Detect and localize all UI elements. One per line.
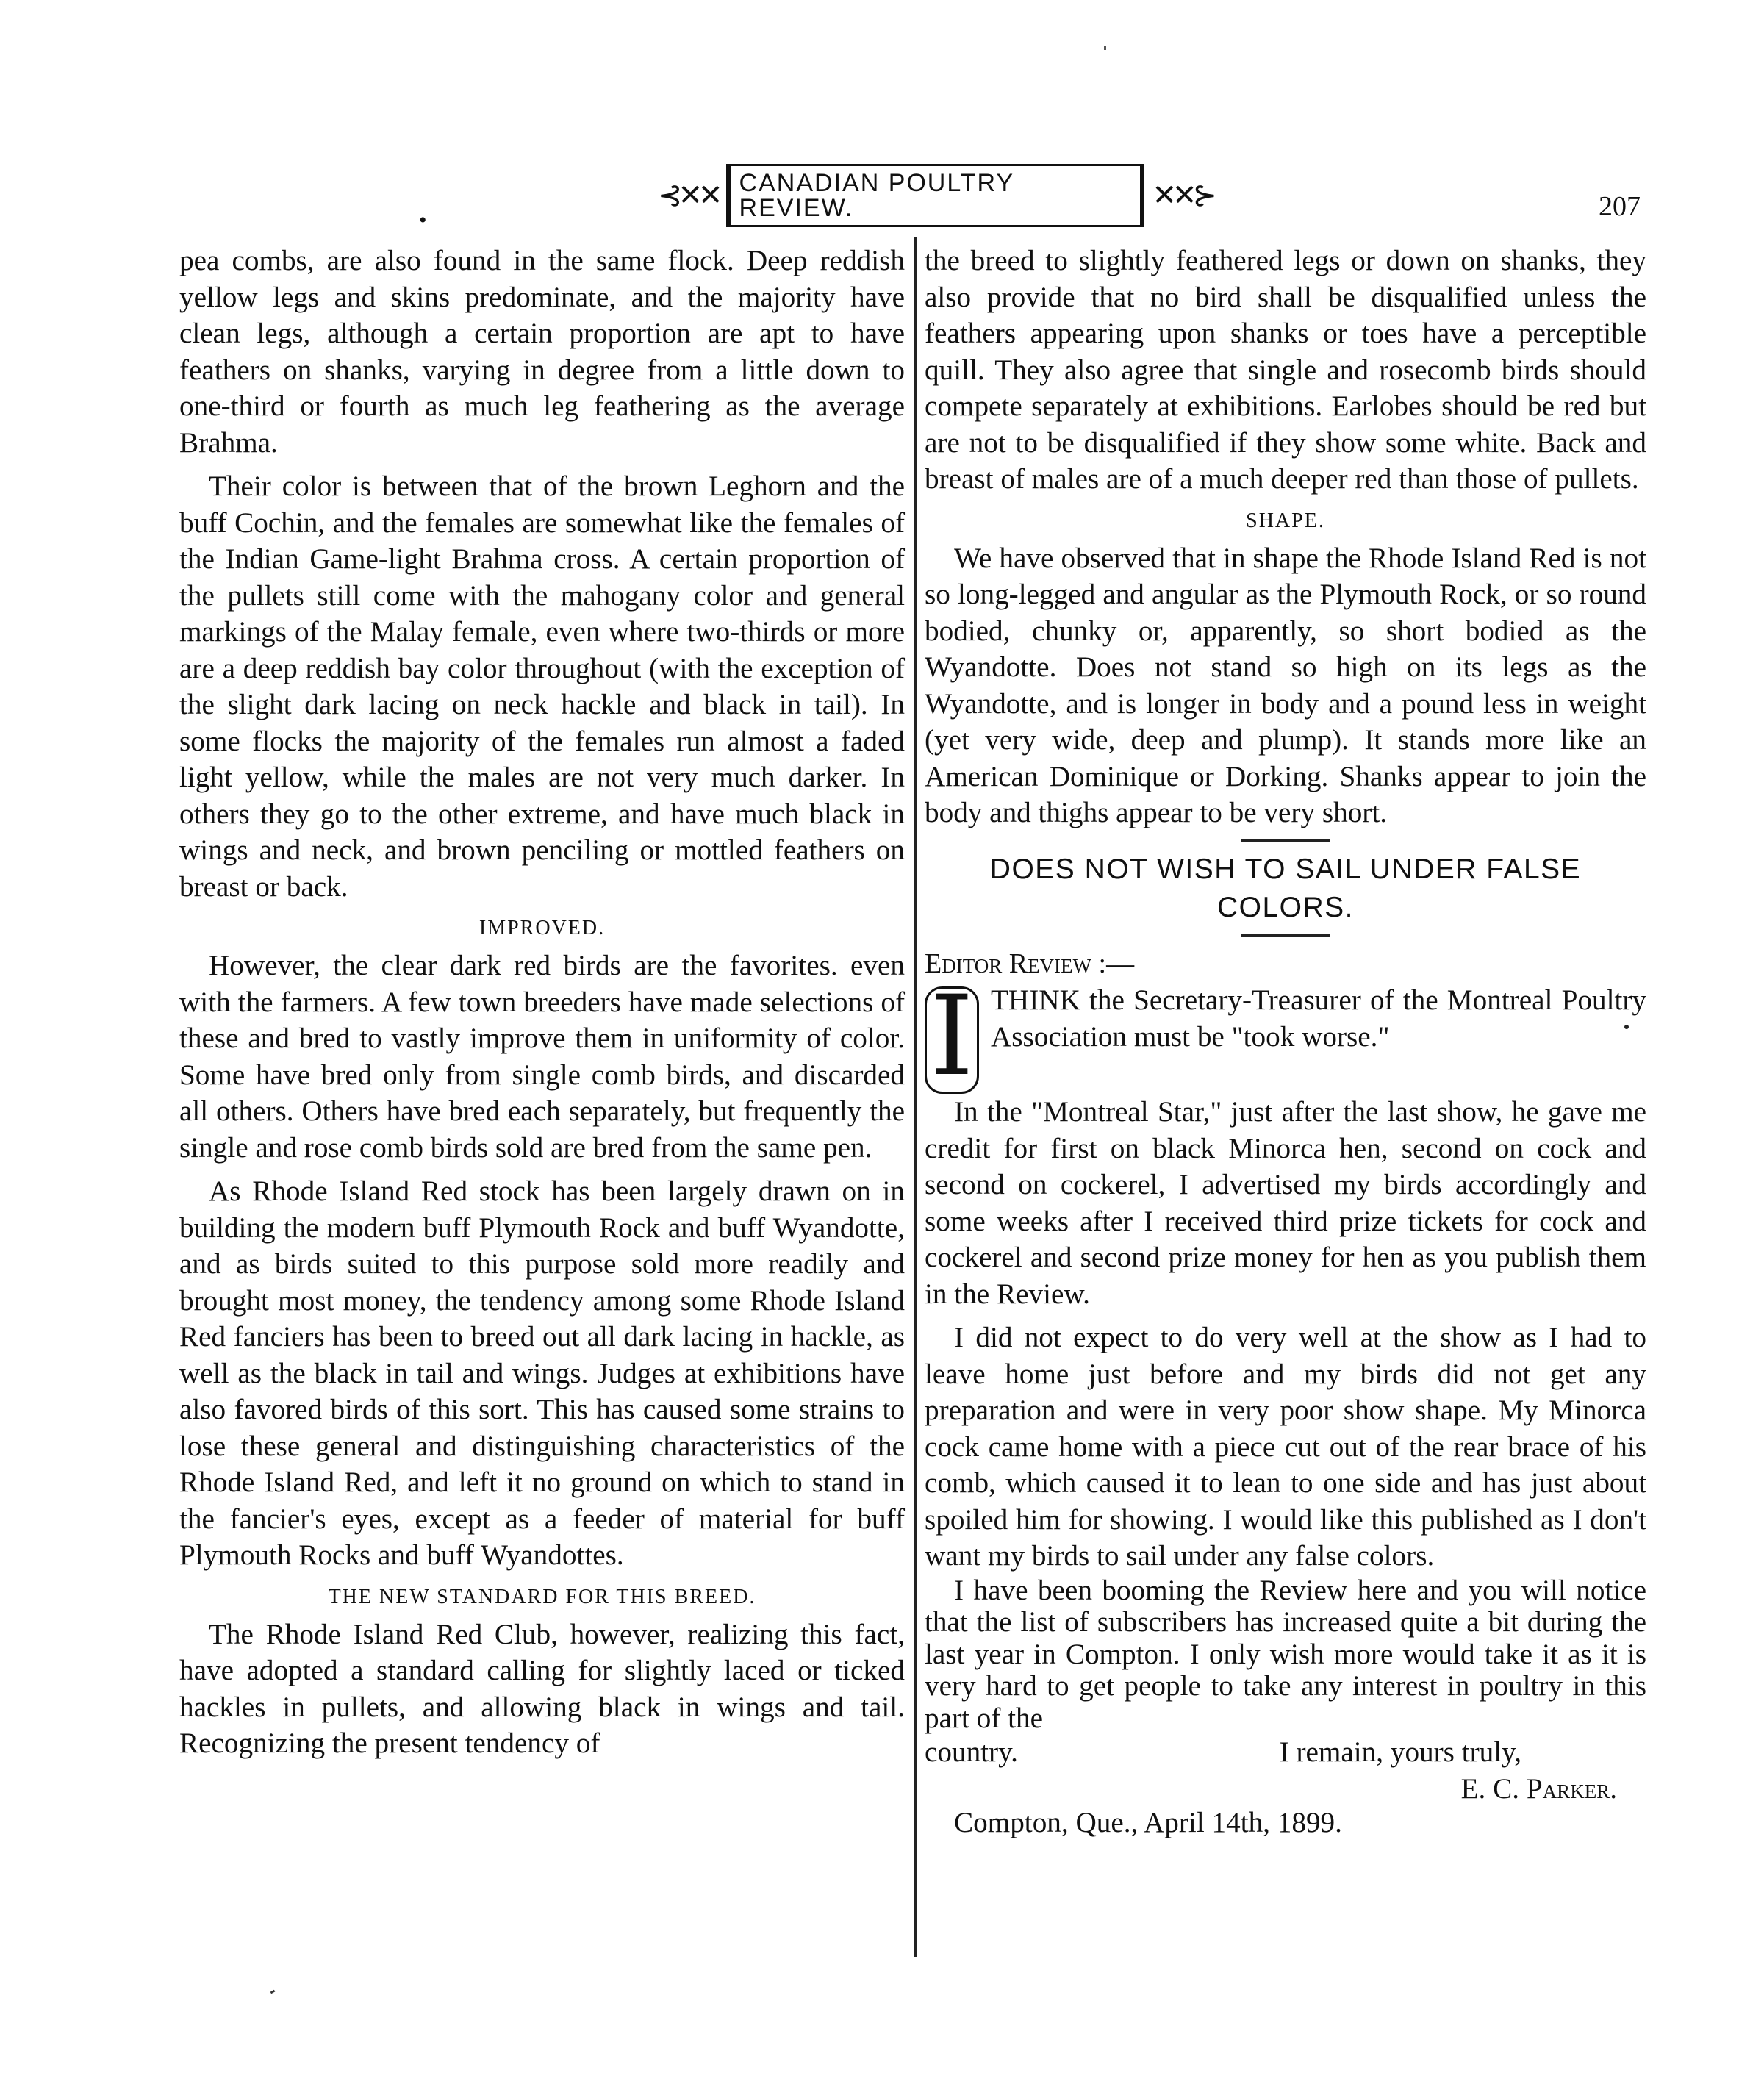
left-paragraph-1: pea combs, are also found in the same flock. Deep reddish yellow legs and skins predominate, and the majority have clean legs, although a certain proportion are apt to have feathers on shanks, varying in degree from a little down to one-third or fourth as much leg feathering as the average Brahma.	[179, 245, 905, 459]
letter-opening	[925, 973, 1646, 1100]
header-dot: •	[419, 208, 427, 232]
print-speck	[270, 1990, 276, 1994]
signature: E. C. Parker.	[1460, 1772, 1617, 1805]
masthead	[658, 169, 1213, 222]
section-rule-top	[1241, 839, 1330, 842]
closing-row	[925, 1734, 1646, 1771]
subhead-new-standard: THE NEW STANDARD FOR THIS BREED.	[328, 1585, 756, 1608]
left-column	[179, 243, 905, 1762]
letter-paragraph-1: THINK the Secretary-Treasurer of the Montreal Poultry Association must be "took worse."	[991, 984, 1646, 1053]
dropcap-letter: I	[925, 986, 979, 1094]
ornament-left-icon: ⊰✕✕	[658, 179, 719, 212]
letter-paragraph-4: I have been booming the Review here and you will notice that the list of subscribers has increased quite a bit during the last year in Compton. I only wish more would take it as it is very hard to get people to take any interest in poultry in this part of the	[925, 1574, 1646, 1734]
article-title: DOES NOT WISH TO SAIL UNDER FALSE COLORS.	[989, 853, 1582, 923]
subhead-shape: SHAPE.	[1246, 509, 1325, 532]
letter-paragraph-3: I did not expect to do very well at the show as I had to leave home just before and my birds did not get any preparation and were in very poor show shape. My Minorca cock came home with a piece cut out of the rear brace of his comb, which caused it to lean to one side and has just about spoiled him for showing. I would like this published as I don't want my birds to sail under any false colors.	[925, 1322, 1646, 1572]
right-column	[925, 243, 1646, 1839]
page-number: 207	[1599, 191, 1641, 222]
publication-title: CANADIAN POULTRY REVIEW.	[726, 164, 1145, 227]
last-word: country.	[925, 1736, 1018, 1768]
left-paragraph-2: Their color is between that of the brown Leghorn and the buff Cochin, and the females are somewhat like the females of the Indian Game-light Brahma cross. A certain proportion of the pullets still come with the mahogany color and general markings of the Malay female, even where two-thirds or more are a deep reddish bay color throughout (with the exception of the slight dark lacing on neck hackle and black in tail). In some flocks the majority of the females run almost a faded light yellow, while the males are not very much darker. In others they go to the other extreme, and have much black in wings and neck, and brown penciling or mottled feathers on breast or back.	[179, 470, 905, 903]
ornament-right-icon: ✕✕⊱	[1152, 179, 1213, 212]
right-paragraph-2: We have observed that in shape the Rhode Island Red is not so long-legged and angular as the Plymouth Rock, or so round bodied, chunky or, apparently, so short bodied as the Wyandotte. Does not stand so high on its legs as the Wyandotte, and is longer in body and a pound less in weight (yet very wide, deep and plump). It stands more like an American Dominique or Dorking. Shanks appear to join the body and thighs appear to be very short.	[925, 542, 1646, 828]
salutation: Editor Review :—	[925, 948, 1135, 979]
section-rule-bottom	[1241, 934, 1330, 937]
letter-paragraph-2: In the "Montreal Star," just after the last show, he gave me credit for first on black Minorca hen, second on cock and second on cockerel, I advertised my birds accordingly and some weeks after I received third prize tickets for cock and cockerel and second prize money for hen as you publish them in the Review.	[925, 1096, 1646, 1310]
print-speck	[1104, 46, 1106, 50]
subhead-improved: IMPROVED.	[478, 917, 606, 939]
left-paragraph-3: However, the clear dark red birds are the favorites. even with the farmers. A few town breeders have made selections of these and bred to vastly improve them in uniformity of color. Some have bred only from single comb birds, and discarded all others. Others have bred each separately, but frequently the single and rose comb birds sold are bred from the same pen.	[179, 950, 905, 1164]
left-paragraph-4: As Rhode Island Red stock has been largely drawn on in building the modern buff Plymouth Rock and buff Wyandotte, and as birds suited to this purpose sold more readily and brought most money, the tendency among some Rhode Island Red fanciers has been to breed out all dark lacing in hackle, as well as the black in tail and wings. Judges at exhibitions have also favored birds of this sort. This has caused some strains to lose these general and distinguishing characteristics of the Rhode Island Red, and left it no ground on which to stand in the fancier's eyes, except as a feeder of material for buff Plymouth Rocks and buff Wyandottes.	[179, 1175, 905, 1571]
dateline: Compton, Que., April 14th, 1899.	[954, 1807, 1342, 1838]
print-speck	[1624, 1025, 1629, 1029]
left-paragraph-5: The Rhode Island Red Club, however, realizing this fact, have adopted a standard calling for slightly laced or ticked hackles in pullets, and allowing black in wings and tail. Recognizing the present tendency of	[179, 1618, 905, 1759]
closing-line: I remain, yours truly,	[1279, 1736, 1521, 1768]
right-paragraph-1: the breed to slightly feathered legs or down on shanks, they also provide that no bird shall be disqualified unless the feathers appearing upon shanks or toes have a perceptible quill. They also agree that single and rosecomb birds should compete separately at exhibitions. Earlobes should be red but are not to be disqualified if they show some white. Back and breast of males are of a much deeper red than those of pullets.	[925, 245, 1646, 495]
column-divider	[914, 237, 917, 1957]
